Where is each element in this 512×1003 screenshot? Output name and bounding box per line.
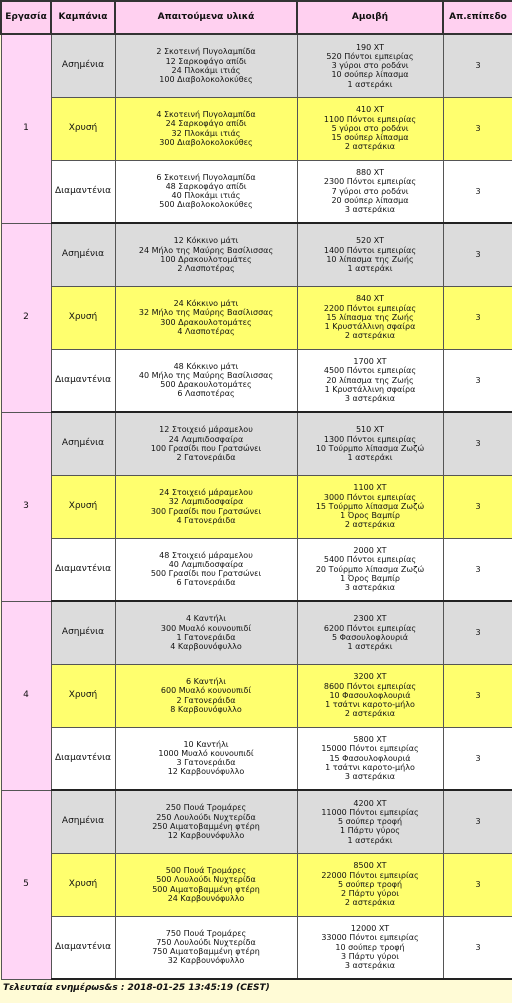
task-number: 1 xyxy=(1,34,51,223)
reward-line: 15000 Πόντοι εμπειρίας xyxy=(321,744,419,754)
last-updated: Τελευταία ενημέρωs&s : 2018-01-25 13:45:19 (CEST) xyxy=(3,983,270,993)
level-cell: 3 xyxy=(443,853,512,916)
reward-line: 1 τσάτνι καροτο-μήλο xyxy=(325,762,415,772)
material-line: 1 Γατονεράιδα xyxy=(176,632,236,642)
reward-cell xyxy=(297,34,443,97)
material-line: 40 Λαμπιδοσφαίρα xyxy=(168,560,244,570)
table-row xyxy=(1,853,512,916)
header-reward: Αμοιβή xyxy=(297,1,443,34)
reward-line: 15 σούπερ λίπασμα xyxy=(331,133,409,143)
reward-cell xyxy=(297,916,443,979)
material-line: 40 Μήλο της Μαύρης Βασίλισσας xyxy=(138,371,274,381)
reward-cell xyxy=(297,853,443,916)
level-cell: 3 xyxy=(443,538,512,601)
level-cell: 3 xyxy=(443,475,512,538)
reward-line: 2 αστεράκια xyxy=(344,331,396,341)
reward-line: 3 αστεράκια xyxy=(344,394,396,404)
reward-line: 1 αστεράκι xyxy=(347,835,393,845)
material-line: 4 Γατονεράιδα xyxy=(176,515,236,525)
reward-line: 10 λίπασμα της Ζωής xyxy=(326,254,414,264)
table-header-row xyxy=(1,1,512,34)
reward-line: 2 αστεράκια xyxy=(344,520,396,530)
material-line: 24 Λαμπιδοσφαίρα xyxy=(168,434,244,444)
material-line: 2 Γατονεράιδα xyxy=(176,695,236,705)
reward-line: 840 XT xyxy=(355,294,385,304)
reward-line: 6200 Πόντοι εμπειρίας xyxy=(323,623,417,633)
level-cell: 3 xyxy=(443,601,512,664)
reward-cell xyxy=(297,97,443,160)
reward-line: 20 σούπερ λίπασμα xyxy=(331,195,409,205)
reward-line: 7 γύροι στο ροδάνι xyxy=(331,186,409,196)
material-line: 500 Γρασίδι που Γρατσώνει xyxy=(150,569,262,579)
reward-line: 3 αστεράκια xyxy=(344,772,396,782)
reward-line: 1 Όρος Βαμπίρ xyxy=(340,573,400,583)
reward-line: 2200 Πόντοι εμπειρίας xyxy=(323,303,417,313)
table-body xyxy=(1,34,512,979)
reward-line: 3 γύροι στο ροδάνι xyxy=(331,61,409,71)
campaign-cell: Ασημένια xyxy=(51,601,115,664)
materials-cell xyxy=(115,160,297,223)
table-row xyxy=(1,349,512,412)
material-line: 2 Σκοτεινή Πυγολαμπίδα xyxy=(156,47,256,57)
campaign-cell: Χρυσή xyxy=(51,853,115,916)
material-line: 24 Πλοκάμι ιτιάς xyxy=(171,65,241,75)
campaign-cell: Χρυσή xyxy=(51,664,115,727)
material-line: 2 Λασποτέρας xyxy=(177,263,235,273)
table-row xyxy=(1,601,512,664)
reward-line: 33000 Πόντοι εμπειρίας xyxy=(321,933,419,943)
materials-cell xyxy=(115,538,297,601)
reward-cell xyxy=(297,160,443,223)
material-line: 750 Αιματοβαμμένη φτέρη xyxy=(152,947,260,957)
reward-cell xyxy=(297,538,443,601)
reward-line: 10 Φασουλοφλουριά xyxy=(329,690,411,700)
reward-line: 3 Πάρτυ γύροι xyxy=(340,951,400,961)
campaign-cell: Διαμαντένια xyxy=(51,160,115,223)
material-line: 10 Καντήλι xyxy=(183,739,229,749)
materials-cell xyxy=(115,916,297,979)
campaign-cell: Διαμαντένια xyxy=(51,727,115,790)
table-row xyxy=(1,664,512,727)
reward-line: 15 Φασουλοφλουριά xyxy=(329,753,411,763)
reward-line: 1 Όρος Βαμπίρ xyxy=(340,511,400,521)
material-line: 6 Καντήλι xyxy=(186,677,226,687)
table-row xyxy=(1,538,512,601)
table-row xyxy=(1,412,512,475)
reward-line: 15 Τούρμπο λίπασμα Ζωζώ xyxy=(315,501,425,511)
materials-cell xyxy=(115,286,297,349)
reward-line: 10 Τούρμπο λίπασμα Ζωζώ xyxy=(315,443,425,453)
reward-line: 190 XT xyxy=(355,42,385,52)
header-task: Εργασία xyxy=(1,1,51,34)
reward-line: 1 Πάρτυ γύρος xyxy=(339,826,401,836)
campaign-cell: Ασημένια xyxy=(51,223,115,286)
task-number: 2 xyxy=(1,223,51,412)
reward-line: 510 XT xyxy=(355,425,385,435)
table-row xyxy=(1,286,512,349)
material-line: 8 Καρβουνόφυλλο xyxy=(170,704,242,714)
reward-line: 2 αστεράκια xyxy=(344,898,396,908)
level-cell: 3 xyxy=(443,790,512,853)
header-level: Απ.επίπεδο xyxy=(443,1,512,34)
material-line: 12 Σαρκοφάγο απίδι xyxy=(165,56,247,66)
table-row xyxy=(1,97,512,160)
reward-line: 3 αστεράκια xyxy=(344,583,396,593)
level-cell: 3 xyxy=(443,349,512,412)
reward-line: 5 γύροι στο ροδάνι xyxy=(331,123,409,133)
materials-cell xyxy=(115,223,297,286)
material-line: 24 Κόκκινο μάτι xyxy=(173,299,239,309)
material-line: 100 Διαβολοκολοκύθες xyxy=(159,74,253,84)
materials-cell xyxy=(115,853,297,916)
campaign-cell: Διαμαντένια xyxy=(51,916,115,979)
material-line: 32 Μήλο της Μαύρης Βασίλισσας xyxy=(138,308,274,318)
material-line: 6 Λασποτέρας xyxy=(177,389,235,399)
reward-line: 10 σούπερ λίπασμα xyxy=(331,70,409,80)
table-row xyxy=(1,475,512,538)
reward-cell xyxy=(297,412,443,475)
material-line: 32 Καρβουνόφυλλο xyxy=(167,956,245,966)
table-row xyxy=(1,160,512,223)
reward-cell xyxy=(297,286,443,349)
material-line: 300 Δρακουλοτομάτες xyxy=(160,317,252,327)
table-row xyxy=(1,916,512,979)
reward-line: 10 σούπερ τροφή xyxy=(335,942,405,952)
material-line: 500 Λουλούδι Νυχτερίδα xyxy=(156,875,256,885)
level-cell: 3 xyxy=(443,97,512,160)
reward-line: 12000 XT xyxy=(350,924,390,934)
materials-cell xyxy=(115,727,297,790)
material-line: 24 Καρβουνόφυλλο xyxy=(167,893,245,903)
reward-line: 5 σούπερ τροφή xyxy=(337,817,403,827)
material-line: 32 Λαμπιδοσφαίρα xyxy=(168,497,244,507)
table-row xyxy=(1,790,512,853)
reward-line: 1 αστεράκι xyxy=(347,263,393,273)
campaign-cell: Χρυσή xyxy=(51,475,115,538)
material-line: 300 Διαβολοκολοκύθες xyxy=(159,137,253,147)
reward-line: 1100 XT xyxy=(353,483,387,493)
table-row xyxy=(1,223,512,286)
reward-line: 520 Πόντοι εμπειρίας xyxy=(326,51,414,61)
reward-line: 5 σούπερ τροφή xyxy=(337,879,403,889)
material-line: 4 Σκοτεινή Πυγολαμπίδα xyxy=(156,110,256,120)
reward-line: 11000 Πόντοι εμπειρίας xyxy=(321,807,419,817)
materials-cell xyxy=(115,601,297,664)
material-line: 48 Σαρκοφάγο απίδι xyxy=(165,182,247,192)
campaign-cell: Διαμαντένια xyxy=(51,538,115,601)
level-cell: 3 xyxy=(443,160,512,223)
campaign-cell: Χρυσή xyxy=(51,286,115,349)
material-line: 12 Κόκκινο μάτι xyxy=(173,236,239,246)
task-number: 5 xyxy=(1,790,51,979)
material-line: 300 Μυαλό κουνουπιδί xyxy=(160,623,252,633)
material-line: 24 Στοιχειό μάραμελου xyxy=(159,488,253,498)
task-number: 4 xyxy=(1,601,51,790)
material-line: 24 Σαρκοφάγο απίδι xyxy=(165,119,247,129)
reward-line: 1100 Πόντοι εμπειρίας xyxy=(323,114,417,124)
reward-line: 2 αστεράκια xyxy=(344,709,396,719)
reward-line: 2 αστεράκια xyxy=(344,142,396,152)
material-line: 300 Γρασίδι που Γρατσώνει xyxy=(150,506,262,516)
material-line: 40 Πλοκάμι ιτιάς xyxy=(171,191,241,201)
reward-line: 1 αστεράκι xyxy=(347,452,393,462)
material-line: 100 Δρακουλοτομάτες xyxy=(160,254,252,264)
level-cell: 3 xyxy=(443,223,512,286)
header-campaign: Καμπάνια xyxy=(51,1,115,34)
reward-line: 410 XT xyxy=(355,105,385,115)
material-line: 750 Πουά Τρομάρες xyxy=(165,928,247,938)
reward-line: 4200 XT xyxy=(353,798,387,808)
reward-line: 15 λίπασμα της Ζωής xyxy=(326,312,414,322)
material-line: 3 Γατονεράιδα xyxy=(176,758,236,768)
material-line: 500 Δρακουλοτομάτες xyxy=(160,380,252,390)
table-row xyxy=(1,34,512,97)
header-materials: Απαιτούμενα υλικά xyxy=(115,1,297,34)
reward-line: 1 Κρυστάλλινη σφαίρα xyxy=(324,384,416,394)
materials-cell xyxy=(115,664,297,727)
material-line: 2 Γατονεράιδα xyxy=(176,452,236,462)
reward-line: 1300 Πόντοι εμπειρίας xyxy=(323,434,417,444)
material-line: 24 Μήλο της Μαύρης Βασίλισσας xyxy=(138,245,274,255)
material-line: 48 Στοιχειό μάραμελου xyxy=(159,550,253,560)
materials-cell xyxy=(115,34,297,97)
reward-line: 20 λίπασμα της Ζωής xyxy=(326,375,414,385)
table-row xyxy=(1,727,512,790)
reward-line: 5400 Πόντοι εμπειρίας xyxy=(323,555,417,565)
reward-line: 8500 XT xyxy=(353,861,387,871)
reward-cell xyxy=(297,349,443,412)
material-line: 100 Γρασίδι που Γρατσώνει xyxy=(150,443,262,453)
campaign-cell: Ασημένια xyxy=(51,790,115,853)
reward-line: 20 Τούρμπο λίπασμα Ζωζώ xyxy=(315,564,425,574)
reward-line: 3 αστεράκια xyxy=(344,205,396,215)
reward-cell xyxy=(297,664,443,727)
reward-line: 8600 Πόντοι εμπειρίας xyxy=(323,681,417,691)
material-line: 12 Καρβουνόφυλλο xyxy=(167,830,245,840)
reward-line: 2 Πάρτυ γύροι xyxy=(340,889,400,899)
material-line: 4 Καρβουνόφυλλο xyxy=(170,641,242,651)
reward-line: 1 τσάτνι καροτο-μήλο xyxy=(325,700,415,710)
reward-line: 5800 XT xyxy=(353,735,387,745)
material-line: 500 Πουά Τρομάρες xyxy=(165,866,247,876)
reward-line: 5 Φασουλοφλουριά xyxy=(331,632,409,642)
material-line: 12 Στοιχειό μάραμελου xyxy=(159,425,253,435)
campaign-cell: Χρυσή xyxy=(51,97,115,160)
reward-cell xyxy=(297,223,443,286)
level-cell: 3 xyxy=(443,412,512,475)
materials-cell xyxy=(115,349,297,412)
campaign-cell: Ασημένια xyxy=(51,412,115,475)
reward-line: 1 αστεράκι xyxy=(347,79,393,89)
material-line: 500 Αιματοβαμμένη φτέρη xyxy=(152,884,260,894)
reward-cell xyxy=(297,727,443,790)
material-line: 4 Λασποτέρας xyxy=(177,326,235,336)
reward-cell xyxy=(297,601,443,664)
task-number: 3 xyxy=(1,412,51,601)
level-cell: 3 xyxy=(443,286,512,349)
reward-line: 4500 Πόντοι εμπειρίας xyxy=(323,366,417,376)
material-line: 4 Καντήλι xyxy=(186,614,226,624)
material-line: 250 Αιματοβαμμένη φτέρη xyxy=(152,821,260,831)
material-line: 750 Λουλούδι Νυχτερίδα xyxy=(156,938,256,948)
level-cell: 3 xyxy=(443,727,512,790)
material-line: 6 Γατονεράιδα xyxy=(176,578,236,588)
level-cell: 3 xyxy=(443,916,512,979)
materials-cell xyxy=(115,412,297,475)
material-line: 1000 Μυαλό κουνουπιδί xyxy=(158,749,254,759)
campaign-cell: Διαμαντένια xyxy=(51,349,115,412)
level-cell: 3 xyxy=(443,34,512,97)
material-line: 12 Καρβουνόφυλλο xyxy=(167,767,245,777)
reward-line: 1400 Πόντοι εμπειρίας xyxy=(323,245,417,255)
materials-cell xyxy=(115,790,297,853)
reward-line: 520 XT xyxy=(355,236,385,246)
reward-line: 1 Κρυστάλλινη σφαίρα xyxy=(324,322,416,332)
reward-line: 2000 XT xyxy=(353,546,387,556)
reward-line: 1700 XT xyxy=(353,357,387,367)
material-line: 250 Πουά Τρομάρες xyxy=(165,803,247,813)
materials-cell xyxy=(115,97,297,160)
material-line: 48 Κόκκινο μάτι xyxy=(173,361,239,371)
material-line: 500 Διαβολοκολοκύθες xyxy=(159,200,253,210)
material-line: 600 Μυαλό κουνουπιδί xyxy=(160,686,252,696)
reward-line: 1 αστεράκι xyxy=(347,641,393,651)
reward-cell xyxy=(297,475,443,538)
materials-cell xyxy=(115,475,297,538)
reward-line: 2300 Πόντοι εμπειρίας xyxy=(323,177,417,187)
reward-line: 2300 XT xyxy=(353,614,387,624)
reward-cell xyxy=(297,790,443,853)
campaign-cell: Ασημένια xyxy=(51,34,115,97)
level-cell: 3 xyxy=(443,664,512,727)
reward-line: 880 XT xyxy=(355,168,385,178)
reward-line: 3000 Πόντοι εμπειρίας xyxy=(323,492,417,502)
reward-line: 3200 XT xyxy=(353,672,387,682)
material-line: 250 Λουλούδι Νυχτερίδα xyxy=(156,812,256,822)
reward-line: 3 αστεράκια xyxy=(344,961,396,971)
material-line: 32 Πλοκάμι ιτιάς xyxy=(171,128,241,138)
material-line: 6 Σκοτεινή Πυγολαμπίδα xyxy=(156,172,256,182)
reward-line: 22000 Πόντοι εμπειρίας xyxy=(321,870,419,880)
